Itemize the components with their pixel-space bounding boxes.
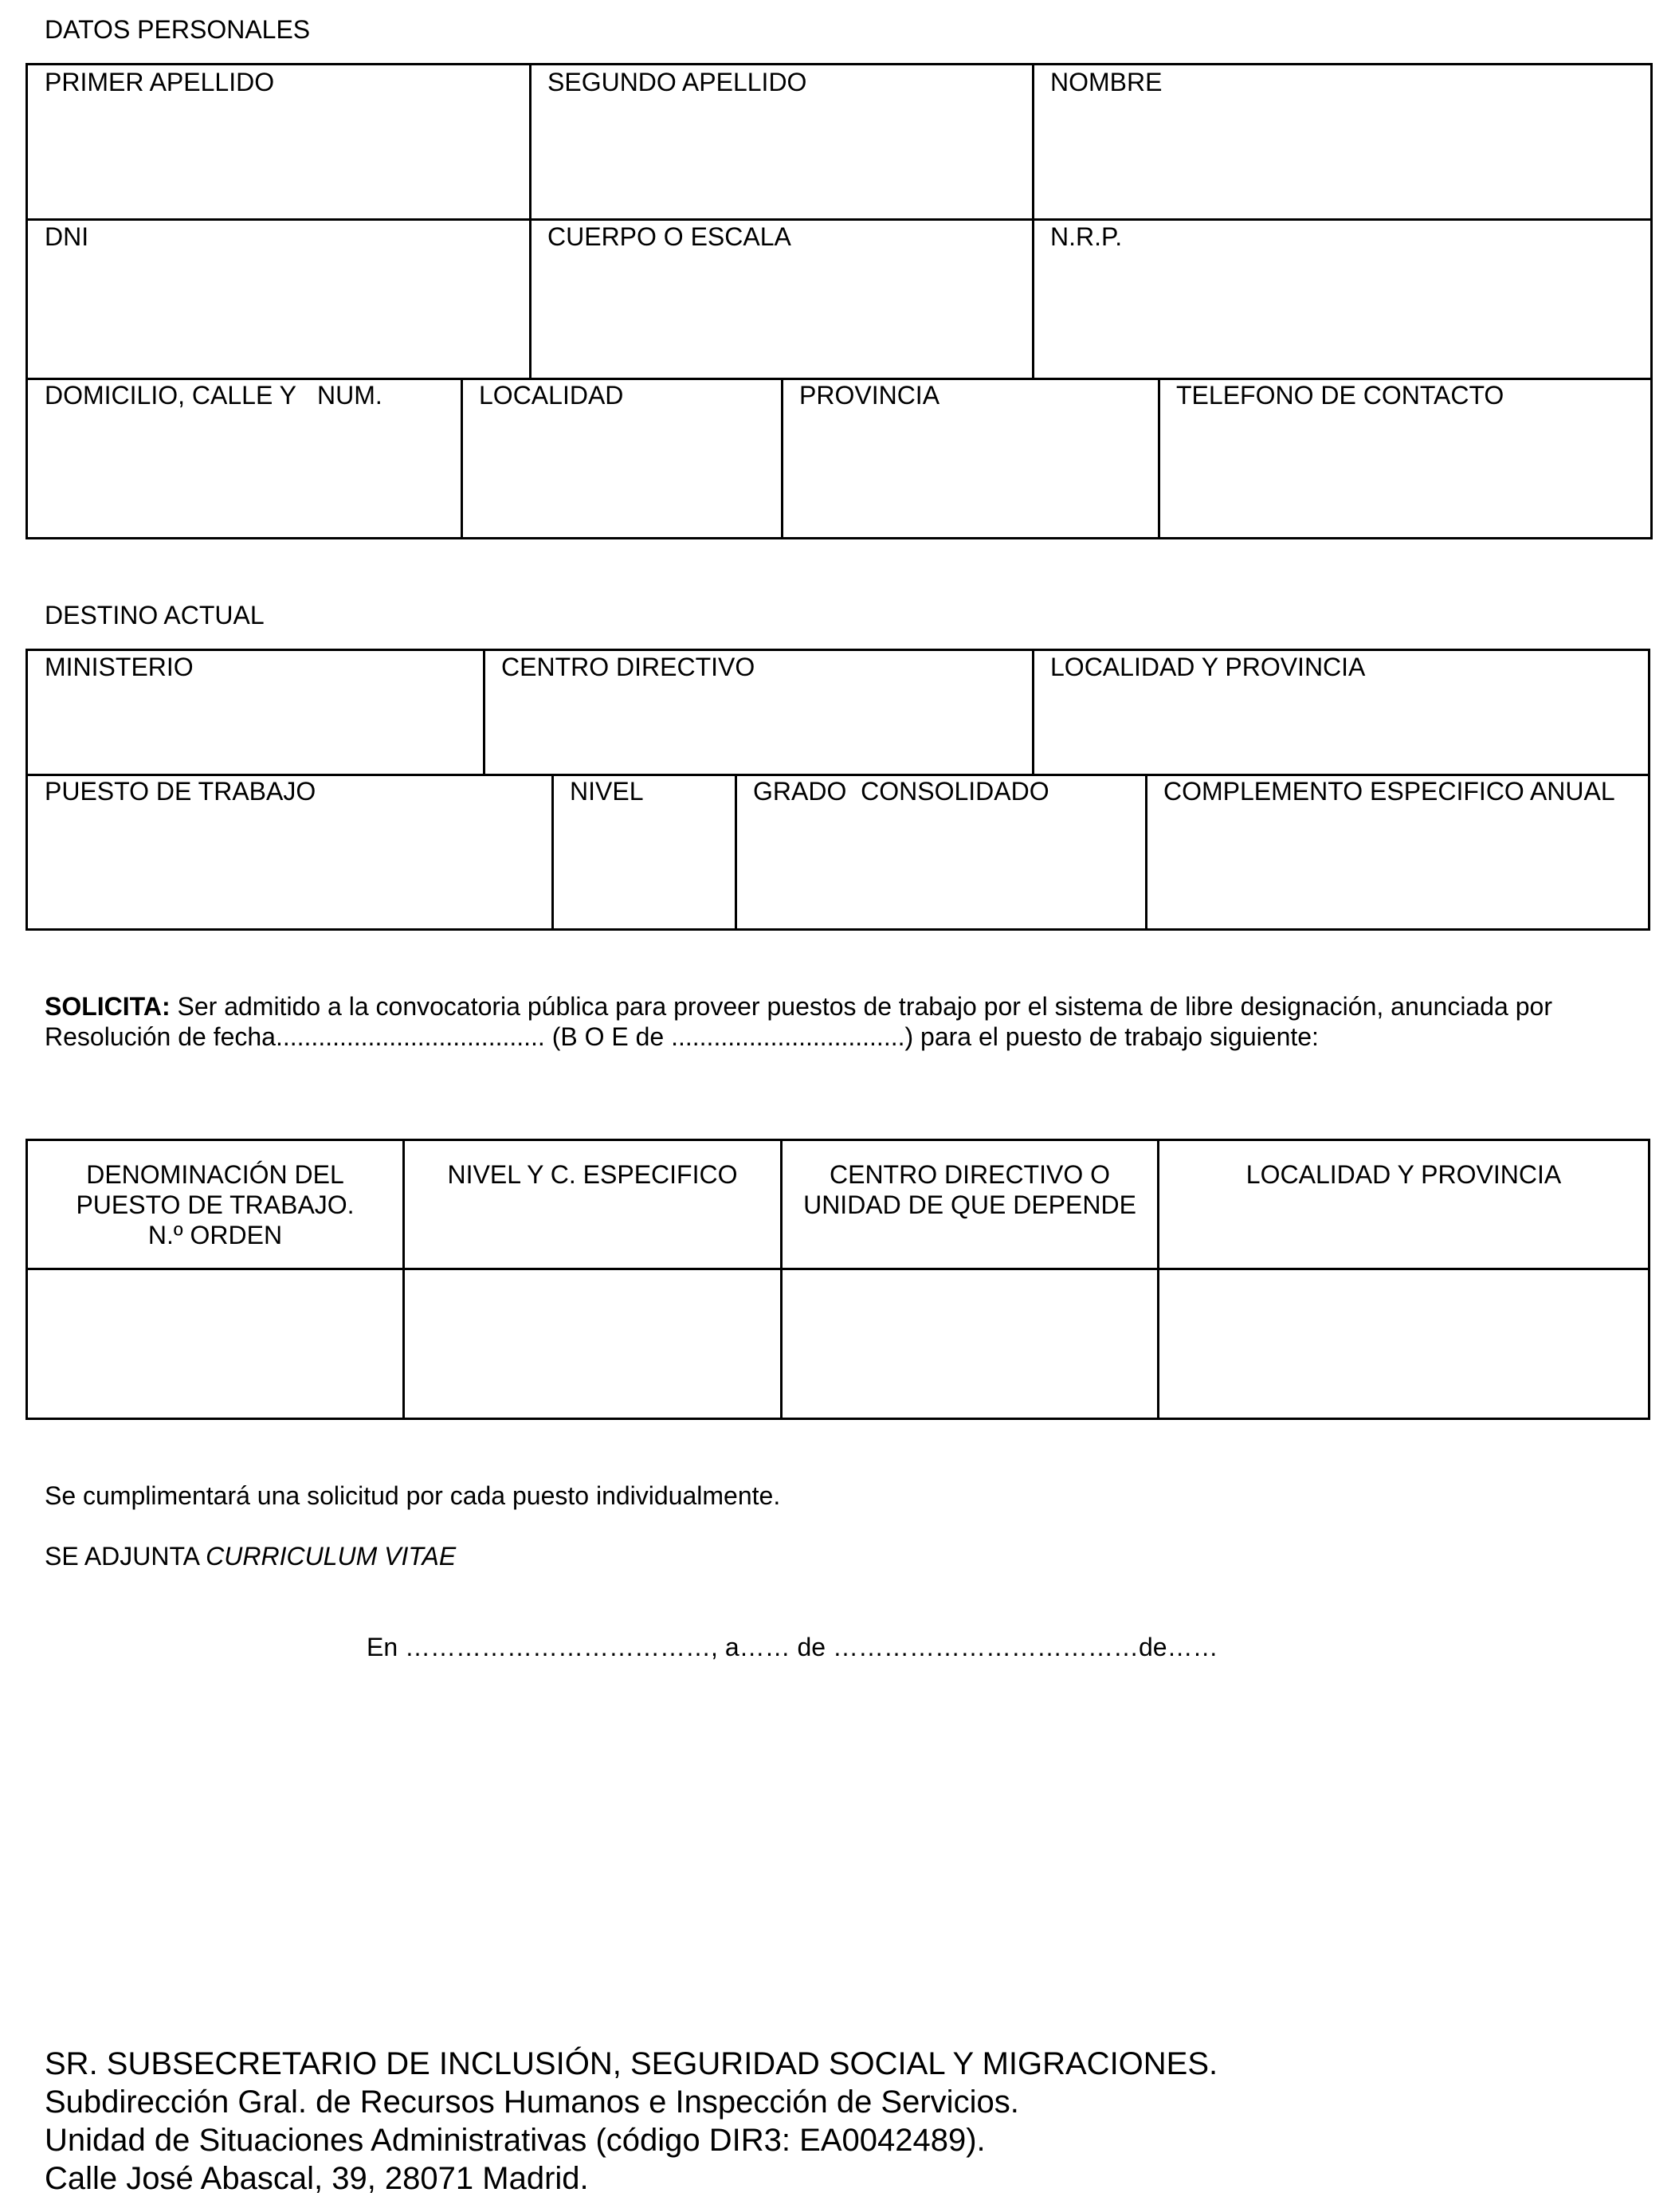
localidad-provincia-header: LOCALIDAD Y PROVINCIA [1245, 1160, 1562, 1189]
nombre-label: NOMBRE [1050, 68, 1163, 96]
nivel-especifico-header: NIVEL Y C. ESPECIFICO [447, 1160, 738, 1189]
divider [1158, 378, 1160, 539]
destinatario-line4: Calle José Abascal, 39, 28071 Madrid. [45, 2161, 589, 2196]
solicita-paragraph [45, 991, 1646, 1052]
divider [1032, 63, 1034, 379]
centro-unidad-header-line1: CENTRO DIRECTIVO O [829, 1160, 1110, 1189]
solicita-line1: Ser admitido a la convocatoria pública para proveer puestos de trabajo por el sistema de libre designación, anunciada por [170, 992, 1552, 1021]
complemento-especifico-label: COMPLEMENTO ESPECIFICO ANUAL [1163, 777, 1615, 806]
cuerpo-escala-label: CUERPO O ESCALA [547, 222, 791, 251]
divider [25, 1268, 1650, 1270]
localidad-provincia-row-field[interactable] [1166, 1277, 1644, 1412]
domicilio-field[interactable] [35, 413, 454, 532]
localidad-field[interactable] [469, 413, 775, 532]
divider [483, 649, 485, 775]
fecha-line: En ………………………………, a…… de ………………………………de…… [367, 1633, 1218, 1661]
puesto-trabajo-label: PUESTO DE TRABAJO [45, 777, 316, 806]
divider [551, 774, 554, 931]
destinatario-line1: SR. SUBSECRETARIO DE INCLUSIÓN, SEGURIDAD SOCIAL Y MIGRACIONES. [45, 2046, 1218, 2081]
grado-consolidado-field[interactable] [743, 808, 1139, 924]
destino-actual-title: DESTINO ACTUAL [45, 601, 265, 629]
solicita-bold: SOLICITA: [45, 992, 171, 1021]
nivel-label: NIVEL [570, 777, 644, 806]
cuerpo-escala-field[interactable] [538, 253, 1026, 371]
denominacion-header [28, 1159, 402, 1250]
telefono-field[interactable] [1167, 413, 1645, 532]
denominacion-field[interactable] [35, 1277, 396, 1412]
centro-directivo-field[interactable] [492, 684, 1026, 768]
divider [781, 378, 783, 539]
nrp-field[interactable] [1041, 253, 1645, 371]
divider [1032, 649, 1034, 775]
denominacion-header-line2: PUESTO DE TRABAJO. [76, 1190, 355, 1219]
divider [25, 218, 1653, 221]
localidad-provincia-label: LOCALIDAD Y PROVINCIA [1050, 653, 1366, 681]
domicilio-label: DOMICILIO, CALLE Y NUM. [45, 381, 382, 410]
destinatario-line2: Subdirección Gral. de Recursos Humanos e Inspección de Servicios. [45, 2085, 1019, 2120]
adjunta-prefix: SE ADJUNTA [45, 1542, 206, 1571]
denominacion-header-line1: DENOMINACIÓN DEL [86, 1160, 344, 1189]
denominacion-header-line3: N.º ORDEN [147, 1221, 283, 1249]
curriculum-vitae: CURRICULUM VITAE [206, 1542, 457, 1571]
destinatario-line3: Unidad de Situaciones Administrativas (código DIR3: EA0042489). [45, 2123, 986, 2158]
datos-personales-title: DATOS PERSONALES [45, 15, 311, 44]
ministerio-field[interactable] [35, 684, 477, 768]
centro-unidad-header-line2: UNIDAD DE QUE DEPENDE [803, 1190, 1136, 1219]
divider [1145, 774, 1147, 931]
centro-unidad-field[interactable] [789, 1277, 1151, 1412]
grado-consolidado-label: GRADO CONSOLIDADO [753, 777, 1049, 806]
segundo-apellido-label: SEGUNDO APELLIDO [547, 68, 807, 96]
nivel-especifico-field[interactable] [411, 1277, 774, 1412]
telefono-label: TELEFONO DE CONTACTO [1176, 381, 1504, 410]
solicita-line2: Resolución de fecha...................................... (B O E de .................................) para el puesto de trabajo siguiente: [45, 1022, 1319, 1051]
solicitud-note: Se cumplimentará una solicitud por cada puesto individualmente. [45, 1481, 781, 1510]
localidad-provincia-field[interactable] [1041, 684, 1643, 768]
nombre-field[interactable] [1041, 99, 1645, 212]
nrp-label: N.R.P. [1050, 222, 1123, 251]
centro-unidad-header [783, 1159, 1157, 1220]
divider [735, 774, 737, 931]
segundo-apellido-field[interactable] [538, 99, 1026, 212]
dni-label: DNI [45, 222, 89, 251]
centro-directivo-label: CENTRO DIRECTIVO [501, 653, 755, 681]
puesto-trabajo-field[interactable] [35, 808, 545, 924]
localidad-label: LOCALIDAD [479, 381, 624, 410]
ministerio-label: MINISTERIO [45, 653, 194, 681]
destinatario-block [45, 2045, 1218, 2198]
provincia-field[interactable] [790, 413, 1151, 532]
divider [529, 63, 532, 379]
provincia-label: PROVINCIA [799, 381, 940, 410]
complemento-especifico-field[interactable] [1154, 808, 1643, 924]
divider [461, 378, 463, 539]
nivel-field[interactable] [560, 808, 728, 924]
dni-field[interactable] [35, 253, 523, 371]
primer-apellido-field[interactable] [35, 99, 523, 212]
adjunta-cv-note [45, 1541, 456, 1571]
primer-apellido-label: PRIMER APELLIDO [45, 68, 275, 96]
